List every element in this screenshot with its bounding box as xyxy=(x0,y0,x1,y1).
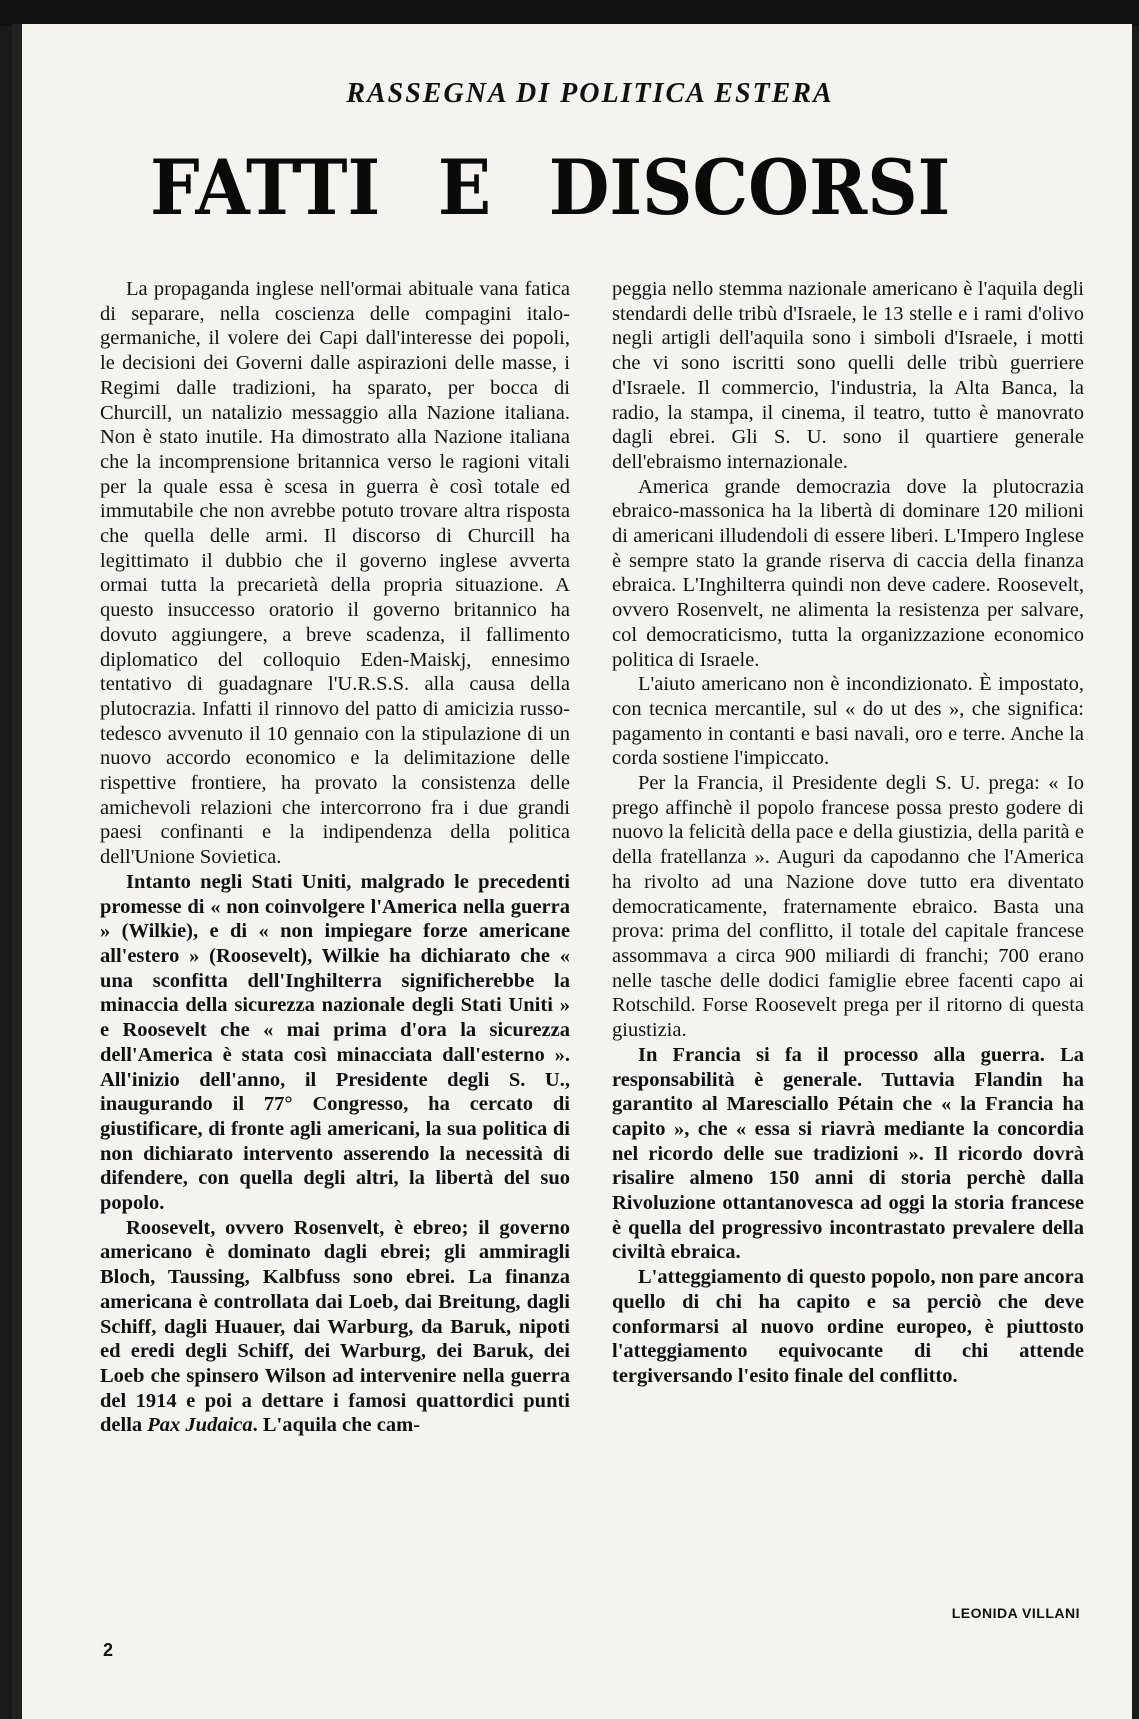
author-signature: LEONIDA VILLANI xyxy=(951,1605,1080,1621)
article-paragraph: America grande democrazia dove la plutocrazia ebraico-massonica ha la libertà di dominare 120 milioni di americani illudendoli di essere liberi. L'Impero Inglese è sempre stato la grande riserva di caccia della finanza ebraica. L'Inghilterra quindi non deve cadere. Roosevelt, ovvero Rosenvelt, ne alimenta la resistenza per salvare, col democraticismo, tutta la organizzazione economico politica di Israele. xyxy=(612,475,1084,671)
article-paragraph: In Francia si fa il processo alla guerra. La responsabilità è generale. Tuttavia Flandin ha garantito al Maresciallo Pétain che « la Francia ha capito », che « essa si riavrà mediante la concordia nel ricordo delle sue tradizioni ». Il ricordo dovrà risalire almeno 150 anni di storia perchè dalla Rivoluzione ottantanovesca ad oggi la storia francese è quella del progressivo incontrastato prevalere della civiltà ebraica. xyxy=(612,1043,1084,1264)
article-paragraph: Per la Francia, il Presidente degli S. U. prega: « Io prego affinchè il popolo francese possa presto godere di nuovo la felicità della pace e della giustizia, della parità e della fratellanza ». Auguri da capodanno che l'America ha rivolto ad una Nazione dove tutto era diventato democraticamente, fraternamente ebraico. Basta una prova: prima del conflitto, il totale del capitale francese assommava a circa 900 miliardi di franchi; 700 erano nelle tasche delle dodici famiglie ebree facenti capo ai Rotschild. Forse Roosevelt prega per il ritorno di questa giustizia. xyxy=(612,772,1084,1042)
article-column-right xyxy=(612,277,1084,1389)
article-paragraph: peggia nello stemma nazionale americano è l'aquila degli stendardi delle tribù d'Israele, le 13 stelle e i rami d'olivo negli artigli dell'aquila sono i simboli d'Israele, i motti che vi sono iscritti sono quelli delle tribù guerriere d'Israele. Il commercio, l'industria, la Alta Banca, la radio, la stampa, il cinema, il teatro, tutto è manovrato dagli ebrei. Gli S. U. sono il quartiere generale dell'ebraismo internazionale. xyxy=(612,278,1084,473)
article-paragraph xyxy=(100,1216,570,1438)
article-column-left xyxy=(100,277,570,1438)
page-number: 2 xyxy=(103,1640,114,1660)
paragraph-text: Roosevelt, ovvero Rosenvelt, è ebreo; il governo americano è dominato dagli ebrei; gli ammiragli Bloch, Taussing, Kalbfuss sono ebrei. La finanza americana è controllata dai Loeb, dai Breitung, dagli Schiff, dagli Huauer, dai Warburg, da Baruk, nipoti ed eredi degli Schiff, dei Warburg, dei Baruk, dei Loeb che spinsero Wilson ad intervenire nella guerra del 1914 e poi a dettare i famosi quattordici punti della xyxy=(100,1216,570,1437)
scan-top-edge xyxy=(0,0,1139,26)
article-paragraph: La propaganda inglese nell'ormai abituale vana fatica di separare, nella coscienza delle compagini italo-germaniche, il volere dei Capi dall'interesse dei popoli, le decisioni dei Governi dalle aspirazioni delle masse, i Regimi dalle tradizioni, ha sparato, per bocca di Churcill, un natalizio messaggio alla Nazione italiana. Non è stato inutile. Ha dimostrato alla Nazione italiana che la incomprensione britannica verso le ragioni vitali per la quale essa è scesa in guerra è così totale ed immutabile che non avrebbe potuto trovare altra risposta che quella delle armi. Il discorso di Churcill ha legittimato il dubbio che il governo inglese avverta ormai tutta la precarietà della propria situazione. A questo insuccesso oratorio il governo britannico ha dovuto aggiungere, a breve scadenza, il fallimento diplomatico del colloquio Eden-Maiskj, ennesimo tentativo di guadagnare l'U.R.S.S. alla causa della plutocrazia. Infatti il rinnovo del patto di amicizia russo-tedesco avvenuto il 10 gennaio con la stipulazione di un nuovo accordo economico e la delimitazione delle rispettive frontiere, ha provato la consistenza delle amichevoli relazioni che intercorrono fra i due grandi paesi confinanti e la indipendenza della politica dell'Unione Sovietica. xyxy=(100,278,570,869)
article-paragraph: L'aiuto americano non è incondizionato. È impostato, con tecnica mercantile, sul « do ut des », che significa: pagamento in contanti e basi navali, oro e terre. Anche la corda sostiene l'impiccato. xyxy=(612,673,1084,770)
article-paragraph: L'atteggiamento di questo popolo, non pare ancora quello di chi ha capito e sa perciò che deve conformarsi al nuovo ordine europeo, è piuttosto l'atteggiamento equivocante di chi attende tergiversando l'esito finale del conflitto. xyxy=(612,1266,1084,1387)
article-headline: FATTI E DISCORSI xyxy=(150,143,951,232)
emphasized-term: Pax Judaica xyxy=(147,1414,253,1437)
paragraph-text: . L'aquila che cam- xyxy=(252,1414,421,1437)
article-paragraph: Intanto negli Stati Uniti, malgrado le precedenti promesse di « non coinvolgere l'America nella guerra » (Wilkie), e di « non impiegare forze americane all'estero » (Roosevelt), Wilkie ha dichiarato che « una sconfitta dell'Inghilterra significherebbe la minaccia della sicurezza nazionale degli Stati Uniti » e Roosevelt che « mai prima d'ora la sicurezza dell'America è stata così minacciata dall'esterno ». All'inizio dell'anno, il Presidente degli S. U., inaugurando il 77° Congresso, ha cercato di giustificare, di fronte agli americani, la sua politica di non dichiarato intervento asserendo la necessità di difendere, con quella degli altri, la libertà del suo popolo. xyxy=(100,870,570,1215)
section-rubric: RASSEGNA DI POLITICA ESTERA xyxy=(346,78,834,109)
